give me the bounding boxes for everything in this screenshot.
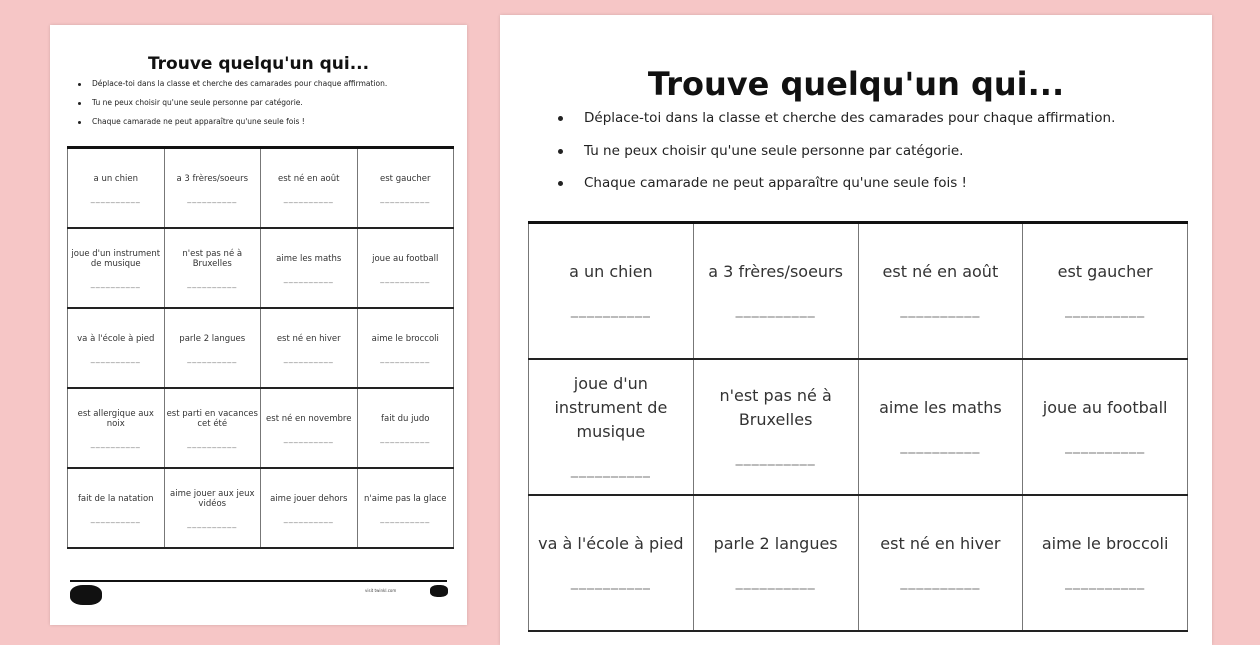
name-blank[interactable]: __________ <box>90 353 141 363</box>
grid-row <box>529 223 1188 360</box>
cell-label: a 3 frères/soeurs <box>176 173 249 184</box>
cell-label: va à l'école à pied <box>77 333 155 344</box>
grid-row <box>68 148 454 229</box>
name-blank[interactable]: __________ <box>187 278 238 288</box>
grid-cell[interactable] <box>858 495 1023 631</box>
grid-cell[interactable] <box>68 148 165 229</box>
grid-cell[interactable] <box>357 468 454 548</box>
name-blank[interactable]: __________ <box>380 273 431 283</box>
name-blank[interactable]: __________ <box>187 193 238 203</box>
footer-site: visit twinkl.com <box>365 588 397 593</box>
name-blank[interactable]: __________ <box>380 433 431 443</box>
name-blank[interactable]: __________ <box>187 438 238 448</box>
cell-label: est parti en vacances cet été <box>166 408 258 429</box>
cell-label: joue au football <box>1042 398 1168 417</box>
grid-cell[interactable] <box>164 388 261 468</box>
grid-cell[interactable] <box>1023 495 1188 631</box>
grid-cell[interactable] <box>693 359 858 495</box>
name-blank[interactable]: __________ <box>90 513 141 523</box>
instruction: Chaque camarade ne peut apparaître qu'une seule fois ! <box>558 175 1212 208</box>
grid-cell[interactable] <box>858 359 1023 495</box>
name-blank[interactable]: __________ <box>90 193 141 203</box>
name-blank[interactable]: __________ <box>570 462 651 478</box>
grid-row <box>68 388 454 468</box>
cell-label: parle 2 langues <box>179 333 246 344</box>
name-blank[interactable]: __________ <box>900 302 981 318</box>
name-blank[interactable]: __________ <box>283 433 334 443</box>
grid-cell[interactable] <box>261 388 358 468</box>
name-blank[interactable]: __________ <box>283 193 334 203</box>
cell-label: est né en hiver <box>880 534 1001 553</box>
grid-cell[interactable] <box>68 388 165 468</box>
grid-row <box>68 228 454 308</box>
name-blank[interactable]: __________ <box>735 302 816 318</box>
grid-cell[interactable] <box>693 495 858 631</box>
name-blank[interactable]: __________ <box>735 574 816 590</box>
cell-label: a 3 frères/soeurs <box>708 262 843 281</box>
worksheet-title: Trouve quelqu'un qui... <box>147 54 370 74</box>
instruction: Déplace-toi dans la classe et cherche des camarades pour chaque affirmation. <box>78 79 467 98</box>
grid-cell[interactable] <box>261 468 358 548</box>
cell-label: aime les maths <box>879 398 1002 417</box>
grid-cell[interactable] <box>261 308 358 388</box>
cell-label: est né en novembre <box>266 413 352 424</box>
grid-cell[interactable] <box>68 308 165 388</box>
cell-label: a un chien <box>569 262 653 281</box>
cell-label: aime le broccoli <box>1041 534 1169 553</box>
cell-label: n'est pas né à Bruxelles <box>182 248 243 269</box>
name-blank[interactable]: __________ <box>380 353 431 363</box>
grid-cell[interactable] <box>68 228 165 308</box>
worksheet-thumbnail <box>50 25 467 625</box>
grid-cell[interactable] <box>529 359 694 495</box>
cell-label: est né en août <box>278 173 340 184</box>
grid-cell[interactable] <box>164 308 261 388</box>
grid-cell[interactable] <box>1023 223 1188 360</box>
name-blank[interactable]: __________ <box>283 353 334 363</box>
grid-cell[interactable] <box>357 388 454 468</box>
grid-cell[interactable] <box>1023 359 1188 495</box>
name-blank[interactable]: __________ <box>1065 438 1146 454</box>
grid-cell[interactable] <box>164 148 261 229</box>
grid-row <box>529 359 1188 495</box>
grid-cell[interactable] <box>261 228 358 308</box>
grid-cell[interactable] <box>261 148 358 229</box>
name-blank[interactable]: __________ <box>187 518 238 528</box>
name-blank[interactable]: __________ <box>187 353 238 363</box>
twinkl-logo <box>70 585 102 605</box>
grid-row <box>68 468 454 548</box>
twinkl-logo-small <box>430 585 448 597</box>
cell-label: n'est pas né à Bruxelles <box>719 386 832 429</box>
name-blank[interactable]: __________ <box>90 438 141 448</box>
footer-divider <box>70 580 447 582</box>
name-blank[interactable]: __________ <box>900 574 981 590</box>
grid-cell[interactable] <box>357 228 454 308</box>
cell-label: est allergique aux noix <box>77 408 154 429</box>
instructions-list <box>558 110 1212 208</box>
cell-label: joue au football <box>372 253 439 264</box>
grid-row <box>529 495 1188 631</box>
instruction: Déplace-toi dans la classe et cherche des camarades pour chaque affirmation. <box>558 110 1212 143</box>
instructions-list <box>78 79 467 136</box>
cell-label: joue d'un instrument de musique <box>554 374 668 441</box>
cell-label: est gaucher <box>1057 262 1153 281</box>
instruction: Tu ne peux choisir qu'une seule personne par catégorie. <box>78 98 467 117</box>
grid-cell[interactable] <box>164 468 261 548</box>
worksheet-zoomed <box>500 15 1212 645</box>
instruction: Chaque camarade ne peut apparaître qu'une seule fois ! <box>78 117 467 136</box>
cell-label: a un chien <box>93 173 138 184</box>
bingo-grid <box>528 221 1188 632</box>
grid-cell[interactable] <box>357 308 454 388</box>
cell-label: aime jouer aux jeux vidéos <box>170 488 255 509</box>
cell-label: va à l'école à pied <box>538 534 684 553</box>
worksheet-title: Trouve quelqu'un qui... <box>647 65 1065 103</box>
grid-cell[interactable] <box>693 223 858 360</box>
name-blank[interactable]: __________ <box>570 302 651 318</box>
cell-label: fait du judo <box>381 413 430 424</box>
instruction: Tu ne peux choisir qu'une seule personne par catégorie. <box>558 143 1212 176</box>
name-blank[interactable]: __________ <box>735 450 816 466</box>
cell-label: aime les maths <box>276 253 342 264</box>
name-blank[interactable]: __________ <box>570 574 651 590</box>
name-blank[interactable]: __________ <box>283 513 334 523</box>
name-blank[interactable]: __________ <box>1065 302 1146 318</box>
name-blank[interactable]: __________ <box>90 278 141 288</box>
grid-row <box>68 308 454 388</box>
grid-cell[interactable] <box>164 228 261 308</box>
grid-cell[interactable] <box>529 223 694 360</box>
grid-cell[interactable] <box>858 223 1023 360</box>
grid-cell[interactable] <box>529 495 694 631</box>
cell-label: est gaucher <box>380 173 431 184</box>
cell-label: aime le broccoli <box>371 333 439 344</box>
name-blank[interactable]: __________ <box>1065 574 1146 590</box>
cell-label: est né en août <box>882 262 999 281</box>
cell-label: fait de la natation <box>77 493 154 504</box>
cell-label: n'aime pas la glace <box>364 493 447 504</box>
grid-cell[interactable] <box>68 468 165 548</box>
cell-label: aime jouer dehors <box>270 493 348 504</box>
grid-cell[interactable] <box>357 148 454 229</box>
name-blank[interactable]: __________ <box>283 273 334 283</box>
cell-label: joue d'un instrument de musique <box>71 248 161 269</box>
name-blank[interactable]: __________ <box>380 193 431 203</box>
bingo-grid <box>67 146 454 549</box>
name-blank[interactable]: __________ <box>900 438 981 454</box>
cell-label: parle 2 langues <box>713 534 838 553</box>
name-blank[interactable]: __________ <box>380 513 431 523</box>
cell-label: est né en hiver <box>276 333 341 344</box>
